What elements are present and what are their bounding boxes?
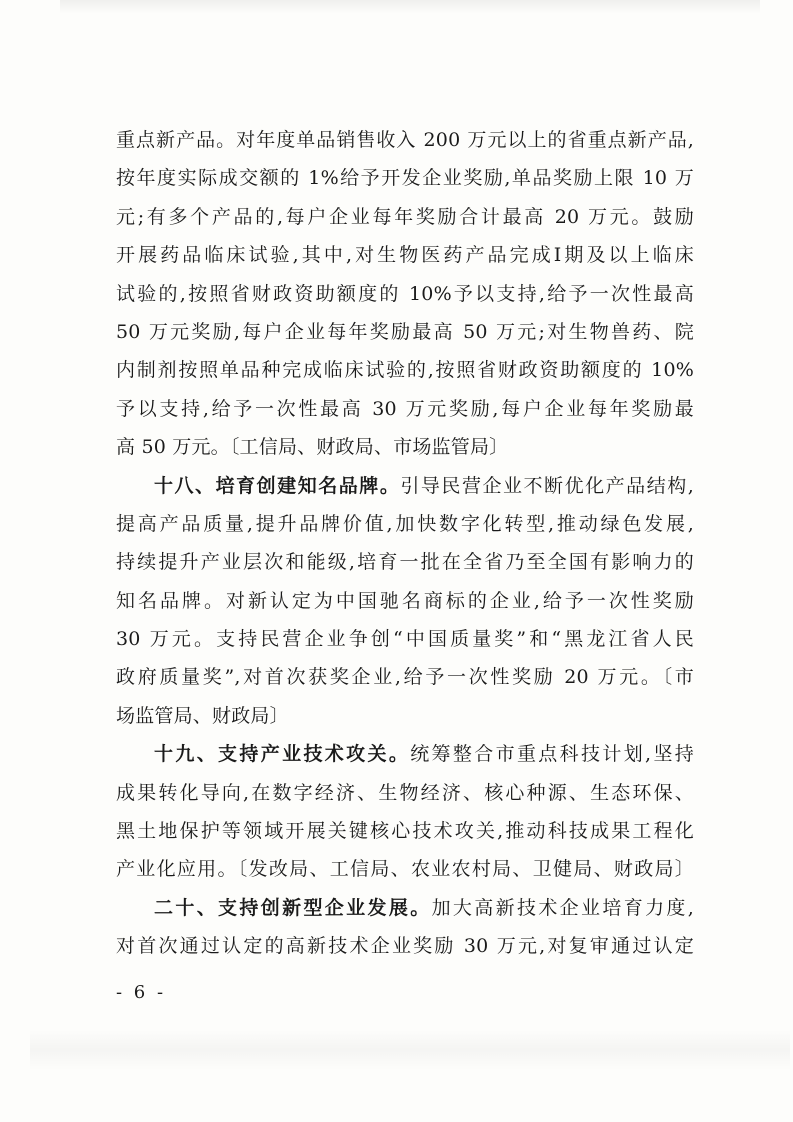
text-line: 予以支持,给予一次性最高 30 万元奖励,每户企业每年奖励最	[116, 397, 694, 420]
text-line: 产业化应用。〔发改局、工信局、农业农村局、卫健局、财政局〕	[116, 858, 694, 881]
text-line: 试验的,按照省财政资助额度的 10%予以支持,给予一次性最高	[116, 282, 694, 305]
text-line: 开展药品临床试验,其中,对生物医药产品完成Ⅰ期及以上临床	[116, 244, 694, 267]
paragraph-20	[116, 889, 694, 966]
paragraph-17-continued	[116, 121, 694, 467]
scan-shadow-bottom	[30, 1030, 790, 1070]
text-run: 加大高新技术企业培育力度,	[431, 896, 695, 919]
paragraph-first-line	[116, 889, 694, 927]
paragraph-first-line	[116, 735, 694, 773]
text-line: 黑土地保护等领域开展关键核心技术攻关,推动科技成果工程化	[116, 820, 694, 843]
page-number: - 6 -	[116, 982, 167, 1003]
section-heading: 十九、支持产业技术攻关。	[154, 743, 411, 766]
document-body	[116, 121, 694, 966]
text-line: 提高产品质量,提升品牌价值,加快数字化转型,推动绿色发展,	[116, 512, 694, 535]
text-line: 30 万元。支持民营企业争创“中国质量奖”和“黑龙江省人民	[116, 628, 694, 651]
text-line: 元;有多个产品的,每户企业每年奖励合计最高 20 万元。鼓励	[116, 205, 694, 228]
text-line: 持续提升产业层次和能级,培育一批在全省乃至全国有影响力的	[116, 551, 694, 574]
text-run: 引导民营企业不断优化产品结构,	[400, 474, 695, 497]
text-line: 50 万元奖励,每户企业每年奖励最高 50 万元;对生物兽药、院	[116, 320, 694, 343]
text-line: 政府质量奖”,对首次获奖企业,给予一次性奖励 20 万元。〔市	[116, 666, 694, 689]
text-run: 统筹整合市重点科技计划,坚持	[410, 743, 694, 766]
text-line: 知名品牌。对新认定为中国驰名商标的企业,给予一次性奖励	[116, 589, 694, 612]
section-heading: 二十、支持创新型企业发展。	[154, 896, 432, 919]
text-line: 对首次通过认定的高新技术企业奖励 30 万元,对复审通过认定	[116, 935, 694, 958]
section-heading: 十八、培育创建知名品牌。	[154, 474, 401, 497]
paragraph-18	[116, 467, 694, 736]
paragraph-19	[116, 735, 694, 889]
paragraph-first-line	[116, 467, 694, 505]
text-line: 场监管局、财政局〕	[116, 704, 289, 727]
text-line: 按年度实际成交额的 1%给予开发企业奖励,单品奖励上限 10 万	[116, 167, 694, 190]
text-line: 内制剂按照单品种完成临床试验的,按照省财政资助额度的 10%	[116, 359, 694, 382]
text-line: 成果转化导向,在数字经济、生物经济、核心种源、生态环保、	[116, 781, 694, 804]
text-line: 重点新产品。对年度单品销售收入 200 万元以上的省重点新产品,	[116, 129, 694, 151]
text-line: 高 50 万元。〔工信局、财政局、市场监管局〕	[116, 436, 509, 459]
scan-shadow-top	[60, 0, 760, 14]
